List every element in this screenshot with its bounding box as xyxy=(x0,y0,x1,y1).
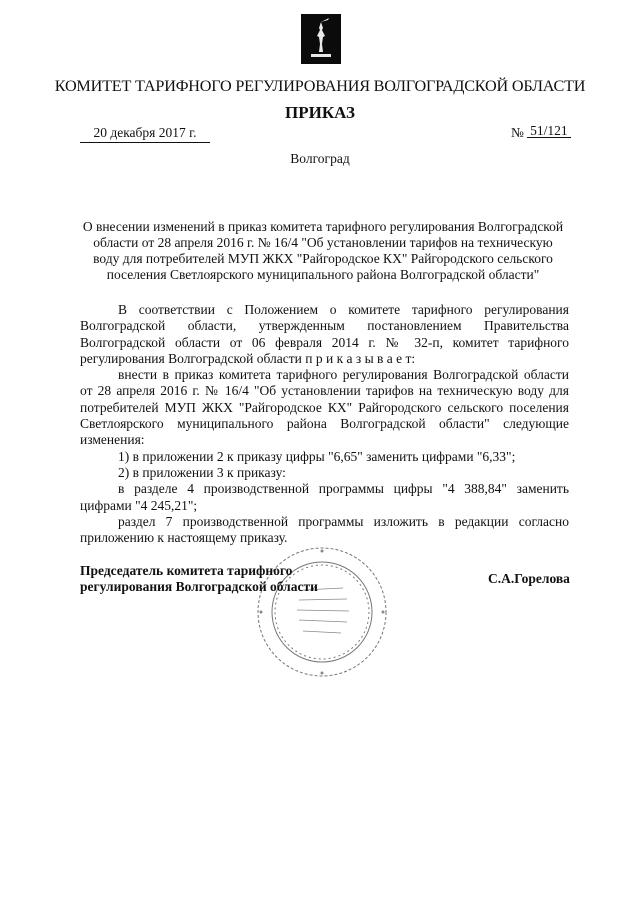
committee-name: КОМИТЕТ ТАРИФНОГО РЕГУЛИРОВАНИЯ ВОЛГОГРАДСКОЙ ОБЛАСТИ xyxy=(54,77,586,95)
signatory-title xyxy=(80,563,318,595)
coat-of-arms-icon xyxy=(301,14,341,64)
signatory-title-line-2: регулирования Волгоградской области xyxy=(80,579,318,594)
signatory-title-line-1: Председатель комитета тарифного xyxy=(80,563,293,578)
item-2-a: в разделе 4 производственной программы цифры "4 388,84" заменить цифрами "4 245,21"; xyxy=(80,481,569,513)
item-1: 1) в приложении 2 к приказу цифры "6,65" заменить цифрами "6,33"; xyxy=(118,448,516,464)
order-date: 20 декабря 2017 г. xyxy=(80,125,210,143)
city: Волгоград xyxy=(290,151,350,166)
order-subject: О внесении изменений в приказ комитета тарифного регулирования Волгоградской области от 28 апреля 2016 г. № 16/4 "Об установлении тарифов на техническую воду для потребителей МУП ЖКХ "Райгородское КХ" Райгородского сельского поселения Светлоярского муниципального района Волгоградской области" xyxy=(82,219,564,282)
preamble-paragraph: В соответствии с Положением о комитете тарифного регулирования Волгоградской области, утвержденным постановлением Правительства Волгоградской области от 06 февраля 2014 г. № 32-п, комитет тарифного регулирования Волгоградской области п р и к а з ы в а е т: xyxy=(80,302,569,366)
item-intro-paragraph: внести в приказ комитета тарифного регулирования Волгоградской области от 28 апреля 2016 г. № 16/4 "Об установлении тарифов на техническую воду для потребителей МУП ЖКХ "Райгородское КХ" Райгородского сельского поселения Светлоярского муниципального района Волгоградской области" следующие изменения: xyxy=(80,367,569,448)
item-2-b: раздел 7 производственной программы изложить в редакции согласно приложению к настоящему приказу. xyxy=(80,513,569,546)
number-sign: № xyxy=(511,125,524,140)
document-type: ПРИКАЗ xyxy=(285,103,355,122)
order-number-block xyxy=(511,125,571,141)
order-number: 51/121 xyxy=(527,125,571,138)
order-body xyxy=(80,302,569,546)
signatory-name: С.А.Горелова xyxy=(488,571,570,586)
item-2: 2) в приложении 3 к приказу: xyxy=(118,464,286,480)
